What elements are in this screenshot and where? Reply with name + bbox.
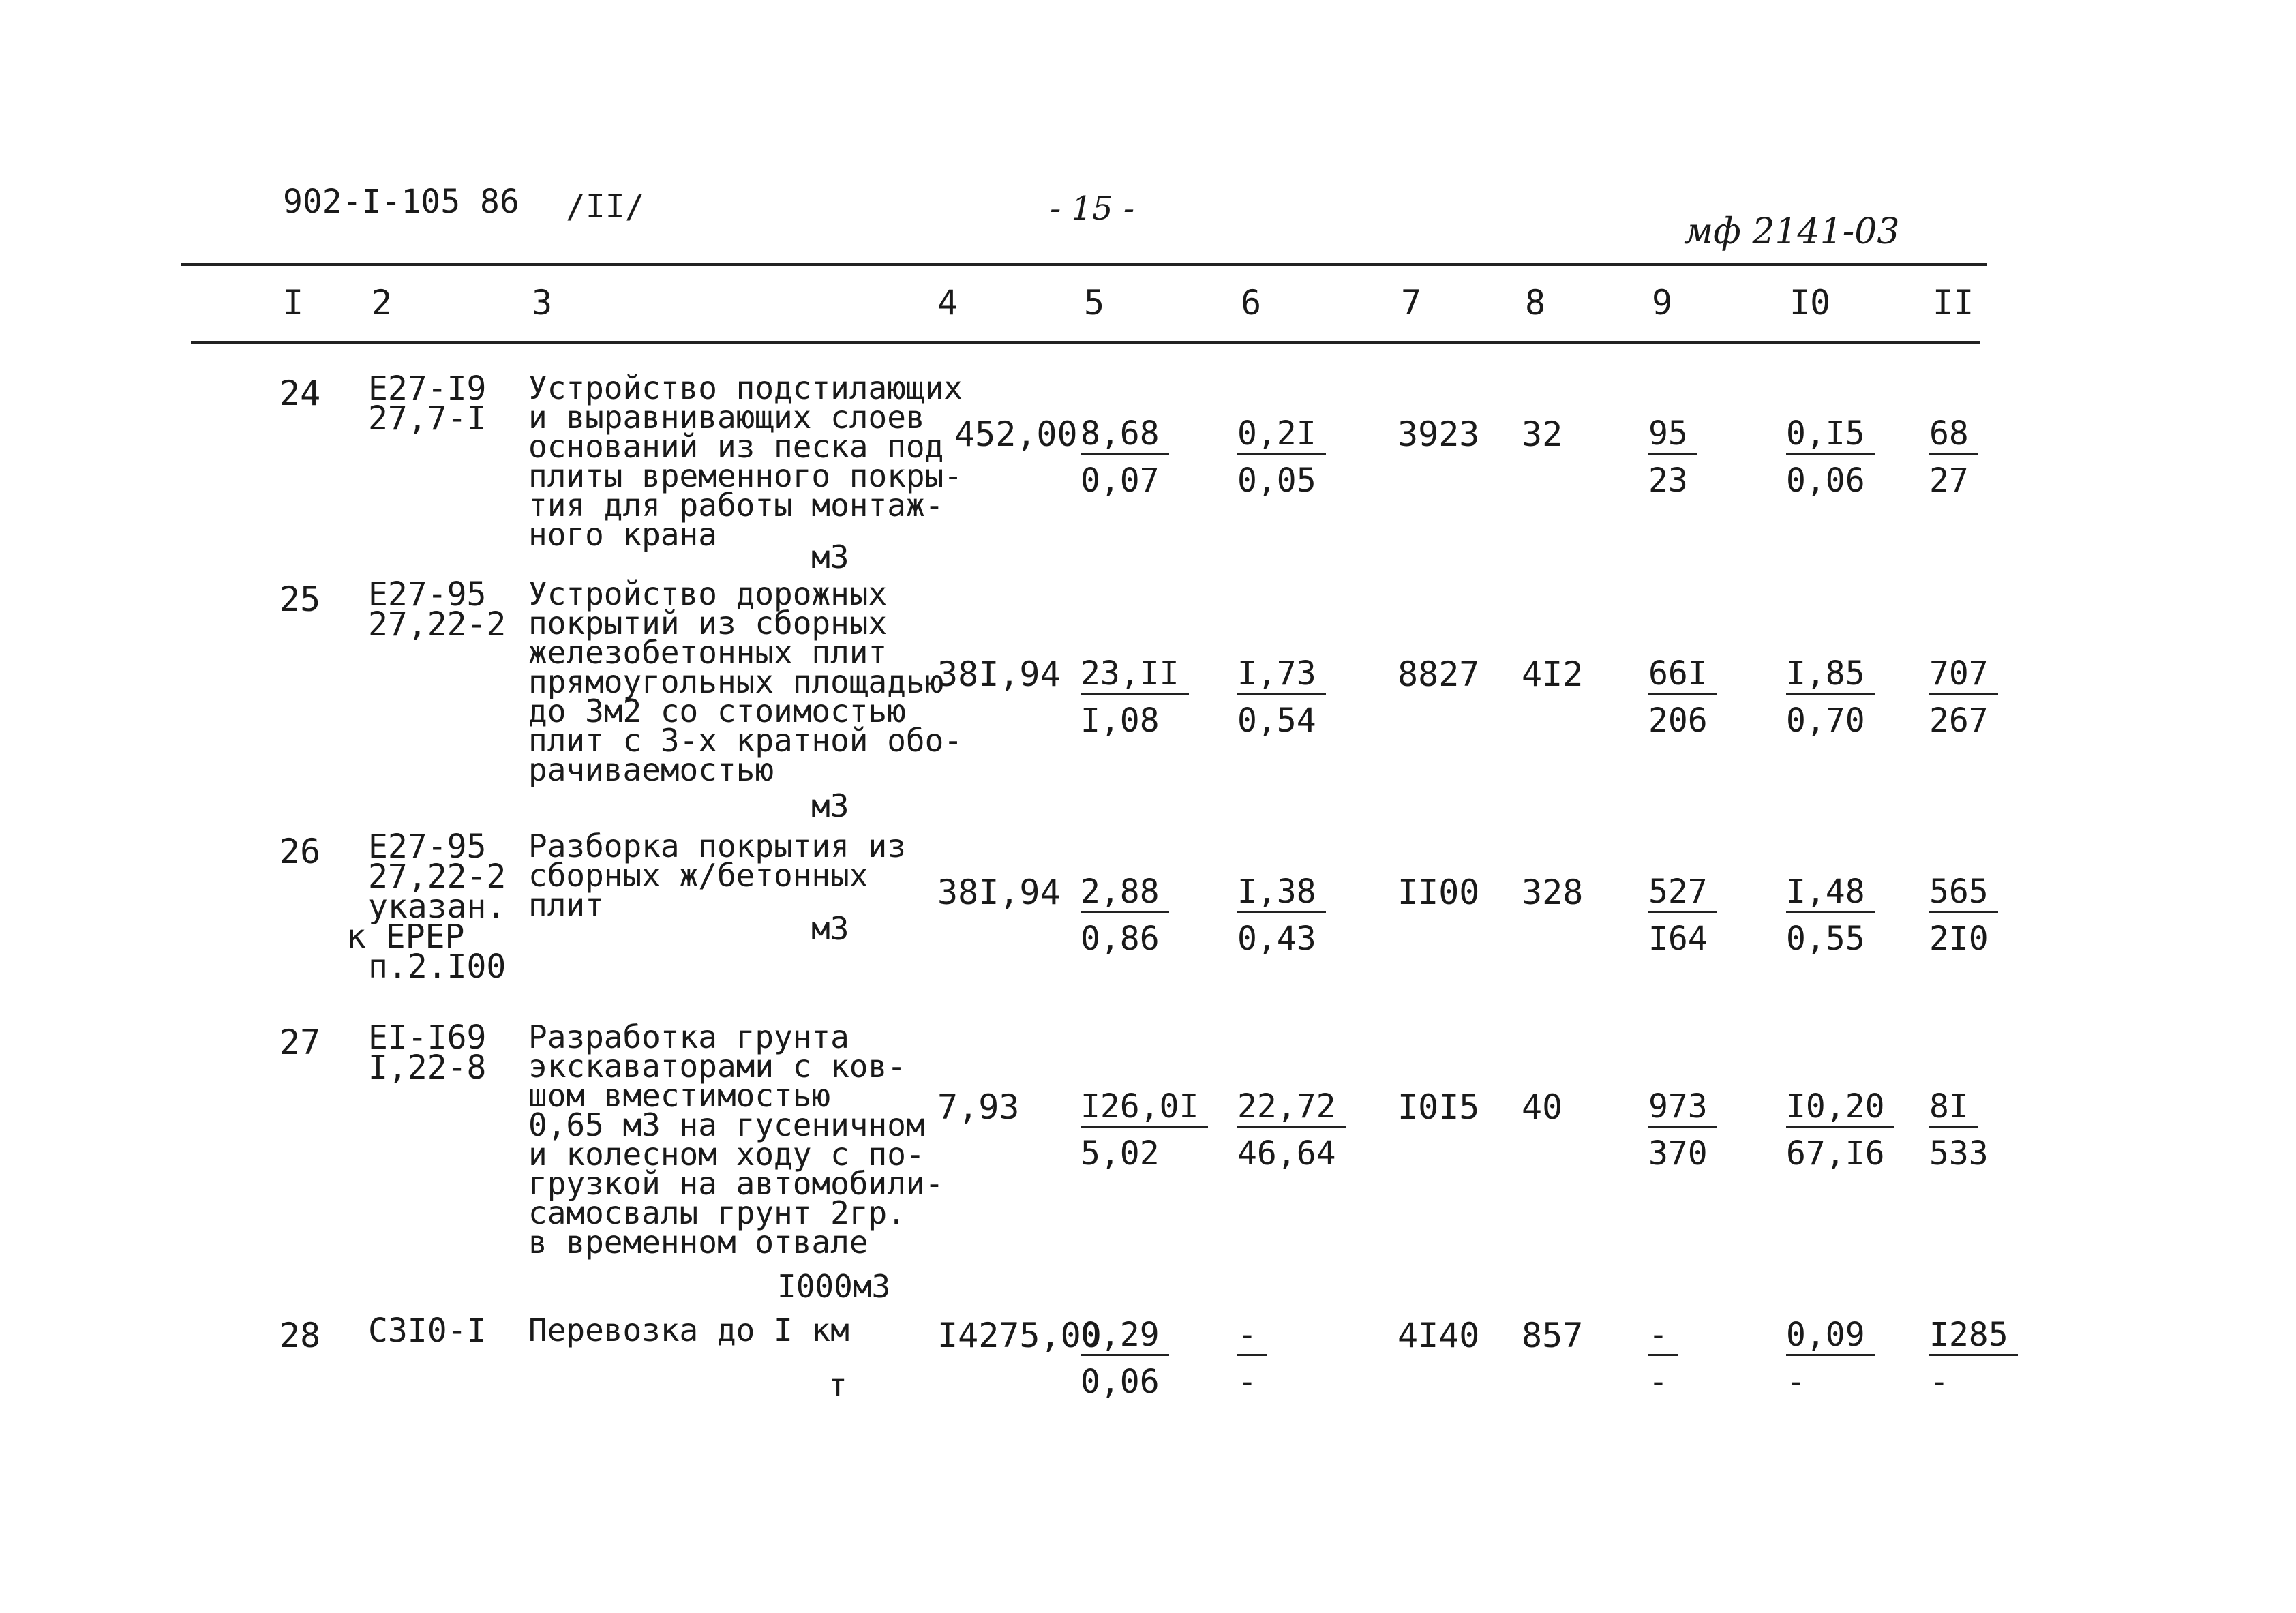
machine-cost-part: 0,43: [1237, 920, 1316, 958]
machine-cost-fraction: [1237, 1087, 1346, 1173]
row-number: 26: [280, 832, 321, 871]
labor-cost-part: 0,70: [1786, 702, 1865, 740]
labor-cost-fraction: [1786, 873, 1875, 958]
total-cost-total: 95: [1648, 414, 1697, 455]
work-description: Устройство подстилающих: [528, 370, 963, 406]
work-description: покрытий из сборных: [528, 605, 888, 642]
work-description: плит с 3-х кратной обо-: [528, 722, 963, 759]
work-description: грузкой на автомобили-: [528, 1165, 944, 1202]
unit-cost-fraction: [1081, 1316, 1169, 1401]
work-description: прямоугольных площадью: [528, 663, 944, 700]
wage-cost-fraction: [1929, 1087, 1989, 1173]
unit-cost-total: 8,68: [1081, 414, 1169, 455]
work-description: экскаваторами с ков-: [528, 1048, 906, 1085]
work-description: в временном отвале: [528, 1224, 868, 1261]
total-cost-fraction: [1648, 873, 1717, 958]
work-description: Перевозка до I км: [528, 1312, 849, 1348]
total-cost-fraction: [1648, 654, 1717, 740]
labor-cost-fraction: [1786, 1316, 1875, 1401]
labor-hours: 857: [1522, 1316, 1584, 1355]
column-header-3: 3: [532, 283, 553, 322]
unit-cost-part: 5,02: [1081, 1134, 1160, 1173]
total-amount: 4I40: [1398, 1316, 1480, 1355]
page-number: - 15 -: [1050, 190, 1135, 228]
wage-cost-part: 267: [1929, 702, 1989, 740]
unit-cost-total: 0,29: [1081, 1316, 1169, 1356]
machine-cost-part: 0,54: [1237, 702, 1316, 740]
total-cost-total: 527: [1648, 873, 1717, 913]
work-description: плиты временного покры-: [528, 457, 963, 494]
wage-cost-part: 2I0: [1929, 920, 1989, 958]
archive-stamp: мф 2141-03: [1684, 211, 1900, 252]
work-description: шом вместимостью: [528, 1077, 831, 1114]
table-top-rule: [181, 263, 1987, 266]
wage-cost-total: 565: [1929, 873, 1998, 913]
work-description: сборных ж/бетонных: [528, 857, 868, 894]
work-description: ного крана: [528, 516, 717, 553]
wage-cost-part: 533: [1929, 1134, 1989, 1173]
total-cost-part: 370: [1648, 1134, 1708, 1173]
labor-cost-total: 0,09: [1786, 1316, 1875, 1356]
norm-code: С3I0-I: [368, 1312, 487, 1350]
quantity: 7,93: [937, 1087, 1020, 1127]
header-bottom-rule: [191, 341, 1980, 344]
norm-code: п.2.I00: [368, 948, 507, 986]
quantity: 38I,94: [937, 654, 1061, 694]
quantity: 452,00: [954, 414, 1078, 454]
norm-code: 27,22-2: [368, 858, 507, 896]
norm-code: указан.: [368, 888, 507, 926]
wage-cost-fraction: [1929, 1316, 2018, 1401]
work-description: самосвалы грунт 2гр.: [528, 1194, 906, 1231]
wage-cost-fraction: [1929, 414, 1978, 500]
unit-of-measure: т: [828, 1367, 847, 1404]
norm-code: Е27-95: [368, 575, 487, 614]
total-amount: II00: [1398, 873, 1480, 912]
labor-cost-part: 0,06: [1786, 462, 1865, 500]
unit-of-measure: м3: [811, 539, 849, 575]
labor-cost-fraction: [1786, 1087, 1894, 1173]
machine-cost-part: 0,05: [1237, 462, 1316, 500]
unit-cost-fraction: [1081, 873, 1169, 958]
wage-cost-total: 8I: [1929, 1087, 1978, 1128]
total-cost-part: 23: [1648, 462, 1688, 500]
unit-cost-part: 0,06: [1081, 1363, 1160, 1401]
column-header-6: 6: [1241, 283, 1262, 322]
labor-cost-total: I,85: [1786, 654, 1875, 695]
column-header-8: 8: [1525, 283, 1546, 322]
unit-of-measure: м3: [811, 910, 849, 947]
machine-cost-total: I,73: [1237, 654, 1326, 695]
wage-cost-fraction: [1929, 873, 1998, 958]
total-cost-part: -: [1648, 1363, 1668, 1401]
unit-cost-total: 2,88: [1081, 873, 1169, 913]
labor-cost-total: 0,I5: [1786, 414, 1875, 455]
labor-cost-total: I0,20: [1786, 1087, 1894, 1128]
machine-cost-fraction: [1237, 654, 1326, 740]
labor-cost-total: I,48: [1786, 873, 1875, 913]
total-amount: I0I5: [1398, 1087, 1480, 1127]
row-number: 27: [280, 1023, 321, 1062]
wage-cost-part: 27: [1929, 462, 1969, 500]
column-header-4: 4: [937, 283, 958, 322]
labor-cost-part: -: [1786, 1363, 1806, 1401]
machine-cost-part: 46,64: [1237, 1134, 1336, 1173]
row-number: 28: [280, 1316, 321, 1355]
machine-cost-fraction: [1237, 873, 1326, 958]
norm-code: 27,7-I: [368, 400, 487, 438]
unit-cost-fraction: [1081, 414, 1169, 500]
norm-code: ЕI-I69: [368, 1019, 487, 1057]
work-description: плит: [528, 886, 604, 923]
wage-cost-fraction: [1929, 654, 1998, 740]
labor-cost-part: 0,55: [1786, 920, 1865, 958]
total-cost-total: -: [1648, 1316, 1678, 1356]
wage-cost-total: 68: [1929, 414, 1978, 455]
norm-code: Е27-I9: [368, 370, 487, 408]
column-header-11: II: [1933, 283, 1974, 322]
wage-cost-total: I285: [1929, 1316, 2018, 1356]
quantity: I4275,00: [937, 1316, 1102, 1355]
labor-cost-fraction: [1786, 654, 1875, 740]
column-header-9: 9: [1652, 283, 1673, 322]
norm-code: Е27-95: [368, 828, 487, 866]
total-cost-fraction: [1648, 1087, 1717, 1173]
total-cost-total: 66I: [1648, 654, 1717, 695]
unit-of-measure: м3: [811, 787, 849, 824]
labor-hours: 40: [1522, 1087, 1563, 1127]
total-cost-fraction: [1648, 1316, 1678, 1401]
unit-cost-part: I,08: [1081, 702, 1160, 740]
machine-cost-total: I,38: [1237, 873, 1326, 913]
row-number: 24: [280, 374, 321, 413]
work-description: и колесном ходу с по-: [528, 1136, 925, 1173]
column-header-2: 2: [372, 283, 393, 322]
column-header-5: 5: [1084, 283, 1105, 322]
column-header-10: I0: [1789, 283, 1831, 322]
unit-cost-part: 0,07: [1081, 462, 1160, 500]
labor-hours: 32: [1522, 414, 1563, 454]
unit-cost-total: 23,II: [1081, 654, 1189, 695]
labor-cost-part: 67,I6: [1786, 1134, 1885, 1173]
unit-cost-fraction: [1081, 1087, 1208, 1173]
machine-cost-part: -: [1237, 1363, 1257, 1401]
unit-cost-part: 0,86: [1081, 920, 1160, 958]
work-description: оснований из песка под: [528, 428, 944, 465]
work-description: железобетонных плит: [528, 634, 888, 671]
column-header-1: I: [283, 283, 304, 322]
work-description: рачиваемостью: [528, 751, 774, 788]
wage-cost-part: -: [1929, 1363, 1949, 1401]
unit-of-measure: I000м3: [777, 1268, 891, 1305]
machine-cost-fraction: [1237, 1316, 1267, 1401]
labor-cost-fraction: [1786, 414, 1875, 500]
row-number: 25: [280, 579, 321, 619]
unit-cost-total: I26,0I: [1081, 1087, 1208, 1128]
total-cost-total: 973: [1648, 1087, 1717, 1128]
work-description: до 3м2 со стоимостью: [528, 693, 906, 729]
machine-cost-total: 22,72: [1237, 1087, 1346, 1128]
machine-cost-total: -: [1237, 1316, 1267, 1356]
total-cost-part: 206: [1648, 702, 1708, 740]
total-amount: 3923: [1398, 414, 1480, 454]
labor-hours: 328: [1522, 873, 1584, 912]
sheet-number: /II/: [566, 187, 645, 226]
work-description: и выравнивающих слоев: [528, 399, 925, 436]
norm-code: 27,22-2: [368, 605, 507, 644]
total-cost-part: I64: [1648, 920, 1708, 958]
total-cost-fraction: [1648, 414, 1697, 500]
work-description: Разборка покрытия из: [528, 828, 906, 864]
quantity: 38I,94: [937, 873, 1061, 912]
work-description: 0,65 м3 на гусеничном: [528, 1106, 925, 1143]
machine-cost-fraction: [1237, 414, 1326, 500]
labor-hours: 4I2: [1522, 654, 1584, 694]
machine-cost-total: 0,2I: [1237, 414, 1326, 455]
wage-cost-total: 707: [1929, 654, 1998, 695]
work-description: Разработка грунта: [528, 1019, 849, 1055]
norm-code: I,22-8: [368, 1049, 487, 1087]
column-header-7: 7: [1401, 283, 1422, 322]
work-description: тия для работы монтаж-: [528, 487, 944, 524]
work-description: Устройство дорожных: [528, 575, 888, 612]
total-amount: 8827: [1398, 654, 1480, 694]
unit-cost-fraction: [1081, 654, 1189, 740]
norm-code: к ЕРЕР: [346, 918, 465, 956]
document-code: 902-I-105 86: [283, 183, 519, 221]
